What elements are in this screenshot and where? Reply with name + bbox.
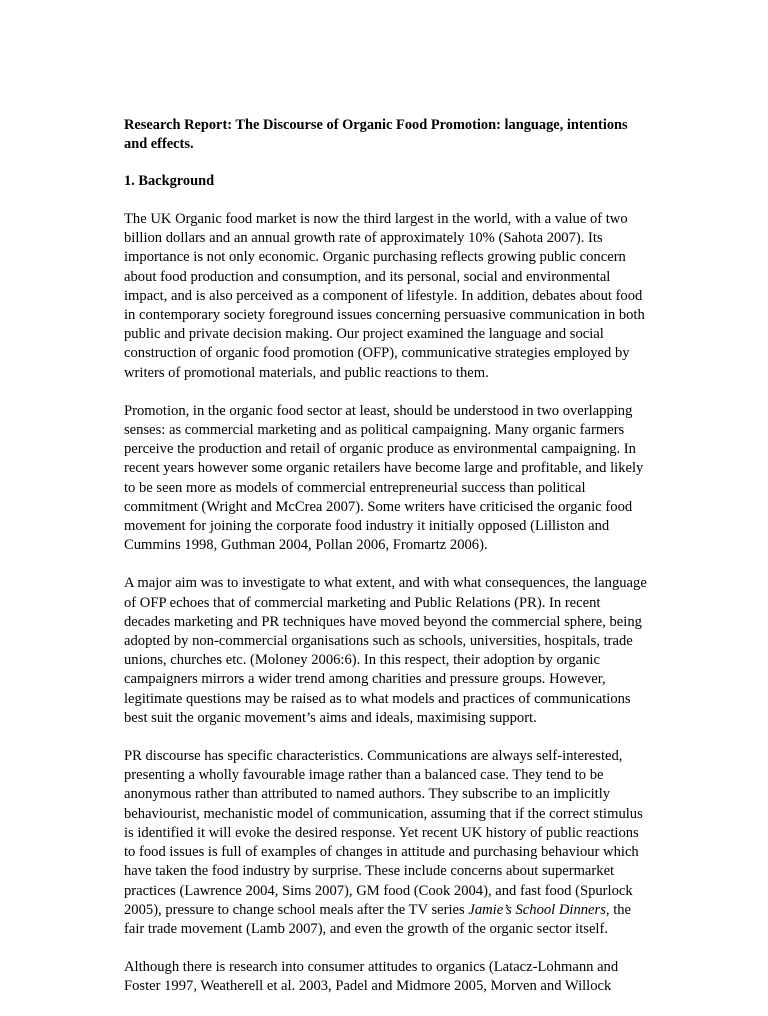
- text-line: [124, 901, 654, 920]
- text-line: recent years however some organic retailers have become large and profitable, and likely: [124, 460, 644, 477]
- document-body: [124, 116, 654, 1016]
- tv-series-title: Jamie’s School Dinners: [468, 901, 606, 918]
- text-line: decades marketing and PR techniques have moved beyond the commercial sphere, being: [124, 613, 642, 630]
- text-line: have taken the food industry by surprise. These include concerns about supermarket: [124, 863, 615, 880]
- text-line: to food issues is full of examples of changes in attitude and purchasing behaviour which: [124, 844, 639, 861]
- text-line: importance is not only economic. Organic purchasing reflects growing public concern: [124, 249, 626, 266]
- report-title: [124, 116, 654, 154]
- text-line: public and private decision making. Our project examined the language and social: [124, 326, 604, 343]
- paragraph-4: [124, 747, 654, 939]
- text-line: is identified it will evoke the desired response. Yet recent UK history of public reactions: [124, 824, 639, 841]
- text-line: behaviourist, mechanistic model of communication, assuming that if the correct stimulus: [124, 805, 643, 822]
- text-line: impact, and is also perceived as a component of lifestyle. In addition, debates about food: [124, 287, 643, 304]
- text-line: billion dollars and an annual growth rate of approximately 10% (Sahota 2007). Its: [124, 230, 603, 247]
- text-fragment: , the: [605, 901, 632, 918]
- report-title-line: and effects.: [124, 136, 194, 152]
- text-line: in contemporary society foreground issues concerning persuasive communication in both: [124, 307, 645, 324]
- text-line: senses: as commercial marketing and as political campaigning. Many organic farmers: [124, 422, 625, 439]
- text-line: fair trade movement (Lamb 2007), and even the growth of the organic sector itself.: [124, 920, 608, 937]
- paragraph-1: [124, 210, 654, 383]
- text-line: legitimate questions may be raised as to what models and practices of communications: [124, 690, 631, 707]
- section-heading: 1. Background: [124, 173, 215, 189]
- text-line: Foster 1997, Weatherell et al. 2003, Padel and Midmore 2005, Morven and Willock: [124, 978, 612, 995]
- text-line: campaigners mirrors a wider trend among charities and pressure groups. However,: [124, 671, 606, 688]
- text-line: presenting a wholly favourable image rather than a balanced case. They tend to be: [124, 767, 604, 784]
- text-line: writers of promotional materials, and public reactions to them.: [124, 364, 489, 381]
- text-line: unions, churches etc. (Moloney 2006:6). In this respect, their adoption by organic: [124, 652, 600, 669]
- text-fragment: 2005), pressure to change school meals after the TV series: [124, 901, 469, 918]
- text-line: best suit the organic movement’s aims and ideals, maximising support.: [124, 709, 537, 726]
- text-line: commitment (Wright and McCrea 2007). Some writers have criticised the organic food: [124, 498, 633, 515]
- text-line: perceive the production and retail of organic produce as environmental campaigning. In: [124, 441, 636, 458]
- text-line: of OFP echoes that of commercial marketing and Public Relations (PR). In recent: [124, 594, 601, 611]
- text-line: to be seen more as models of commercial entrepreneurial success than political: [124, 479, 586, 496]
- text-line: A major aim was to investigate to what extent, and with what consequences, the language: [124, 575, 647, 592]
- text-line: Cummins 1998, Guthman 2004, Pollan 2006, Fromartz 2006).: [124, 537, 488, 554]
- text-line: PR discourse has specific characteristics. Communications are always self-interested,: [124, 748, 623, 765]
- text-line: adopted by non-commercial organisations such as schools, universities, hospitals, trade: [124, 633, 633, 650]
- text-line: anonymous rather than attributed to named authors. They subscribe to an implicitly: [124, 786, 611, 803]
- text-line: Promotion, in the organic food sector at least, should be understood in two overlapping: [124, 402, 633, 419]
- text-line: practices (Lawrence 2004, Sims 2007), GM food (Cook 2004), and fast food (Spurlock: [124, 882, 633, 899]
- text-line: construction of organic food promotion (OFP), communicative strategies employed by: [124, 345, 630, 362]
- report-title-line: Research Report: The Discourse of Organic Food Promotion: language, intentions: [124, 117, 628, 133]
- paragraph-5: [124, 958, 654, 996]
- paragraph-2: [124, 402, 654, 556]
- text-line: Although there is research into consumer attitudes to organics (Latacz-Lohmann and: [124, 959, 619, 976]
- paragraph-3: [124, 574, 654, 728]
- text-line: movement for joining the corporate food industry it initially opposed (Lilliston and: [124, 518, 610, 535]
- text-line: The UK Organic food market is now the third largest in the world, with a value of two: [124, 211, 628, 227]
- text-line: about food production and consumption, and its personal, social and environmental: [124, 268, 611, 285]
